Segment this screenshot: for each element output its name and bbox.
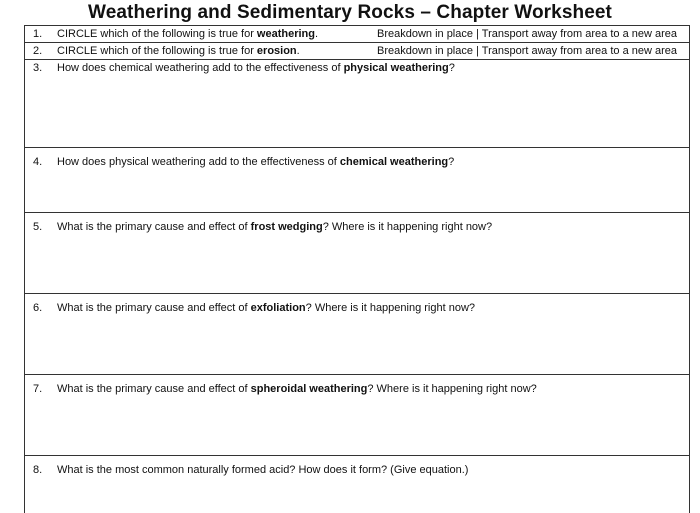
question-number: 3. (33, 62, 43, 74)
key-term: physical weathering (343, 62, 449, 74)
question-row-7[interactable] (25, 374, 689, 455)
question-number: 1. (33, 28, 43, 40)
question-number: 4. (33, 156, 43, 168)
question-row-1 (25, 25, 689, 42)
question-row-5[interactable] (25, 212, 689, 293)
question-number: 2. (33, 45, 43, 57)
question-text: What is the most common naturally formed acid? How does it form? (Give equation.) (57, 464, 469, 476)
question-number: 6. (33, 302, 43, 314)
question-number: 5. (33, 221, 43, 233)
worksheet-title: Weathering and Sedimentary Rocks – Chapter Worksheet (88, 2, 612, 23)
question-text: What is the primary cause and effect of spheroidal weathering? Where is it happening right now? (57, 383, 537, 395)
question-text: How does chemical weathering add to the effectiveness of physical weathering? (57, 62, 455, 74)
answer-options[interactable]: Breakdown in place | Transport away from area to a new area (376, 28, 677, 40)
question-text: How does physical weathering add to the effectiveness of chemical weathering? (57, 156, 455, 168)
question-table (24, 25, 690, 513)
question-number: 7. (33, 383, 43, 395)
key-term: weathering (256, 28, 315, 40)
question-text: CIRCLE which of the following is true for weathering. (57, 28, 319, 40)
key-term: chemical weathering (339, 156, 449, 168)
answer-options[interactable]: Breakdown in place | Transport away from area to a new area (376, 45, 677, 57)
key-term: spheroidal weathering (250, 383, 368, 395)
question-text: CIRCLE which of the following is true for erosion. (57, 45, 300, 57)
question-number: 8. (33, 464, 43, 476)
question-row-8[interactable] (25, 455, 689, 513)
key-term: exfoliation (250, 302, 306, 314)
key-term: erosion (256, 45, 297, 57)
question-row-2 (25, 42, 689, 59)
question-row-6[interactable] (25, 293, 689, 374)
question-text: What is the primary cause and effect of exfoliation? Where is it happening right now? (57, 302, 476, 314)
question-text: What is the primary cause and effect of frost wedging? Where is it happening right now? (57, 221, 493, 233)
question-row-3[interactable] (25, 59, 689, 147)
question-row-4[interactable] (25, 147, 689, 212)
key-term: frost wedging (250, 221, 323, 233)
